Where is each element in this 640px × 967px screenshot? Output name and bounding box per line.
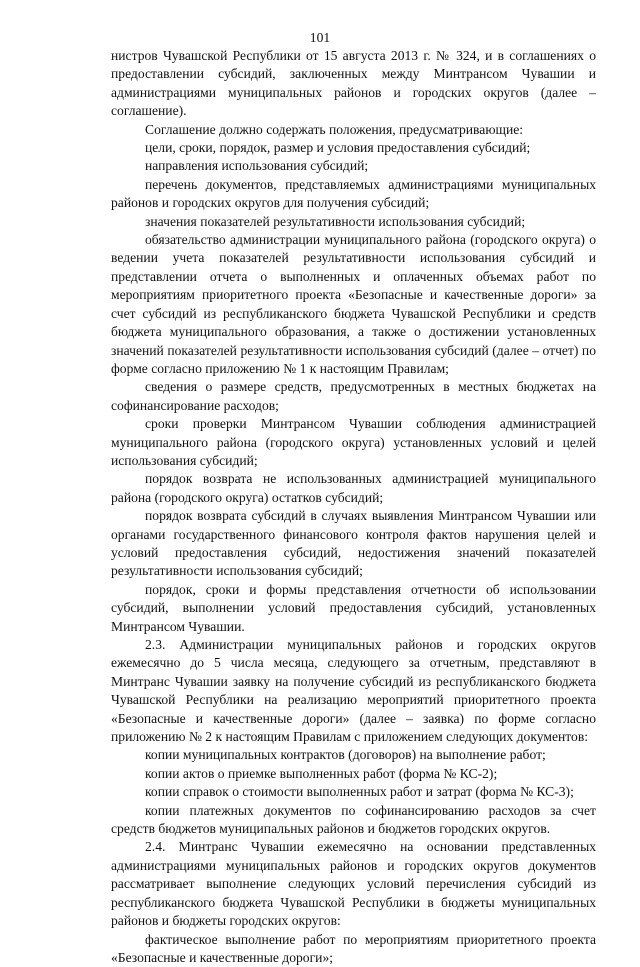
list-item: сведения о размере средств, предусмотренных в местных бюджетах на софинансирование расходов; [111,378,596,415]
list-item: направления использования субсидий; [111,157,596,175]
list-item: копии платежных документов по софинансированию расходов за счет средств бюджетов муниципальных районов и бюджетов городских округов. [111,802,596,839]
paragraph-continuation: нистров Чувашской Республики от 15 августа 2013 г. № 324, и в соглашениях о предоставлении субсидий, заключенных между Минтрансом Чувашии и администрациями муниципальных районов и городских округов (далее – соглашение). [111,47,596,121]
list-item: значения показателей результативности использования субсидий; [111,213,596,231]
list-item: копии муниципальных контрактов (договоров) на выполнение работ; [111,746,596,764]
list-item: порядок, сроки и формы представления отчетности об использовании субсидий, выполнении условий предоставления субсидий, установленных Минтрансом Чувашии. [111,581,596,636]
list-item: копии актов о приемке выполненных работ (форма № КС-2); [111,765,596,783]
paragraph-section-2-3: 2.3. Администрации муниципальных районов и городских округов ежемесячно до 5 числа месяца, следующего за отчетным, представляют в Минтранс Чувашии заявку на получение субсидий из республиканского бюджета Чувашской Республики на реализацию мероприятий приоритетного проекта «Безопасные и качественные дороги» (далее – заявка) по форме согласно приложению № 2 к настоящим Правилам с приложением следующих документов: [111,636,596,746]
list-item: цели, сроки, порядок, размер и условия предоставления субсидий; [111,139,596,157]
page-number: 101 [0,30,640,46]
list-item: фактическое выполнение работ по мероприятиям приоритетного проекта «Безопасные и качественные дороги»; [111,931,596,967]
list-item: порядок возврата не использованных администрацией муниципального района (городского округа) остатков субсидий; [111,470,596,507]
list-item: порядок возврата субсидий в случаях выявления Минтрансом Чувашии или органами государственного финансового контроля фактов нарушения целей и условий предоставления субсидий, недостижения значений показателей результативности использования субсидий; [111,507,596,581]
list-item: копии справок о стоимости выполненных работ и затрат (форма № КС-3); [111,783,596,801]
document-body [111,47,596,967]
list-item: перечень документов, представляемых администрациями муниципальных районов и городских округов для получения субсидий; [111,176,596,213]
paragraph-section-2-4: 2.4. Минтранс Чувашии ежемесячно на основании представленных администрациями муниципальных районов и городских округов документов рассматривает выполнение следующих условий перечисления субсидий из республиканского бюджета Чувашской Республики в бюджеты муниципальных районов и бюджеты городских округов: [111,838,596,930]
list-item: сроки проверки Минтрансом Чувашии соблюдения администрацией муниципального района (городского округа) установленных условий и целей использования субсидий; [111,415,596,470]
list-item: обязательство администрации муниципального района (городского округа) о ведении учета показателей результативности использования субсидий и представлении отчета о выполненных и оплаченных объемах работ по мероприятиям приоритетного проекта «Безопасные и качественные дороги» за счет субсидий из республиканского бюджета Чувашской Республики и средств бюджета муниципального образования, а также о достижении установленных значений показателей результативности использования субсидий (далее – отчет) по форме согласно приложению № 1 к настоящим Правилам; [111,231,596,378]
paragraph-agreement-intro: Соглашение должно содержать положения, предусматривающие: [111,121,596,139]
